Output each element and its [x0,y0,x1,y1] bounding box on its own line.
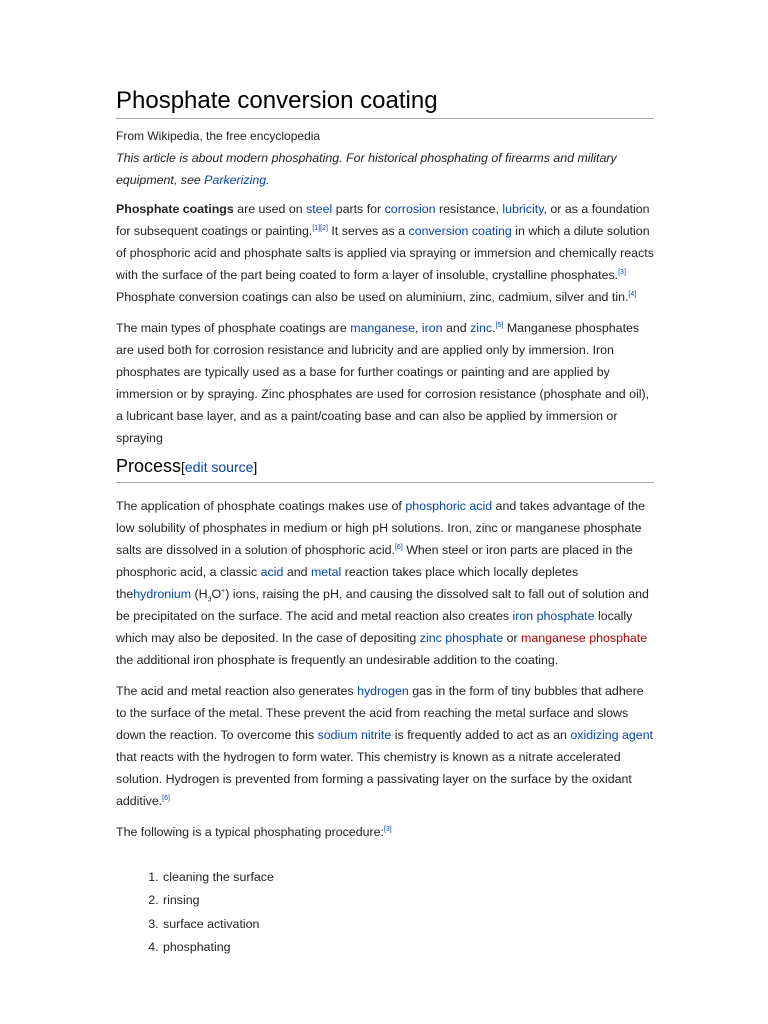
link-lubricity[interactable]: lubricity [502,202,544,216]
site-subtitle: From Wikipedia, the free encyclopedia [116,129,321,143]
edit-source-link[interactable]: edit source [184,459,254,475]
link-parkerizing[interactable]: Parkerizing [204,173,267,187]
link-conversion-coating[interactable]: conversion coating [408,224,512,238]
citation-4 [628,291,636,298]
link-hydronium[interactable]: hydronium [133,587,192,601]
citation-6-link[interactable]: [6] [394,543,403,551]
citation-6 [395,544,403,551]
link-oxidizing-agent[interactable]: oxidizing agent [570,728,654,742]
link-manganese[interactable]: manganese [350,321,415,335]
link-iron[interactable]: iron [421,321,443,335]
citation-3b-link[interactable]: [3] [383,825,392,833]
subscript-3: 3 [207,596,212,604]
link-zinc-phosphate[interactable]: zinc phosphate [419,631,504,645]
link-iron-phosphate[interactable]: iron phosphate [512,609,595,623]
citation-6b [162,795,170,802]
intro-paragraph-2: The main types of phosphate coatings are manganese, iron and zinc.[5] Manganese phosphates are used both for corrosion resistance and lubricity and are applied only by immersion. Iron phosphates are typically used as a base for further coatings or painting and are applied by immersion or by spraying. Zinc phosphates are used for corrosion resistance (phosphate and oil), a lubricant base layer, and as a paint/coating base and can also be applied by immersion or spraying [116,321,650,445]
redlink-manganese-phosphate[interactable]: manganese phosphate [521,631,648,645]
link-steel[interactable]: steel [306,202,333,216]
process-paragraph-2: The acid and metal reaction also generates hydrogen gas in the form of tiny bubbles that adhere to the surface of the metal. These prevent the acid from reaching the metal surface and slows down the reaction. To overcome this sodium nitrite is frequently added to act as an oxidizing agent that reacts with the hydrogen to form water. This chemistry is known as a nitrate accelerated solution. Hydrogen is prevented from forming a passivating layer on the surface by the oxidant additive.[6] [116,684,654,808]
process-paragraph-1: The application of phosphate coatings makes use of phosphoric acid and takes advantage of the low solubility of phosphates in medium or high pH solutions. Iron, zinc or manganese phosphate salts are dissolved in a solution of phosphoric acid.[6] When steel or iron parts are placed in the phosphoric acid, a classic acid and metal reaction takes place which locally depletes thehydronium $(H_3O^+)$ ions, raising the pH, and causing the dissolved salt to fall out of solution and be precipitated on the surface. The acid and metal reaction also creates iron phosphate locally which may also be deposited. In the case of depositing zinc phosphate or manganese phosphate the additional iron phosphate is frequently an undesirable addition to the coating. [116,499,649,667]
citation-3b [384,826,392,833]
edit-section: [edit source] [181,459,258,475]
intro-paragraph-1: Phosphate coatings are used on steel parts for corrosion resistance, lubricity, or as a foundation for subsequent coatings or painting.[1][2] It serves as a conversion coating in which a dilute solution of phosphoric acid and phosphate salts is applied via spraying or immersion and chemically reacts with the surface of the part being coated to form a layer of insoluble, crystalline phosphates.[3] Phosphate conversion coatings can also be used on aluminium, zinc, cadmium, silver and tin.[4] [116,202,654,304]
citation-1 [312,225,320,232]
link-corrosion[interactable]: corrosion [384,202,436,216]
page-title: Phosphate conversion coating [116,82,654,119]
bold-term: Phosphate coatings [116,202,234,216]
hatnote: This article is about modern phosphating. For historical phosphating of firearms and military equipment, see Parkerizing. [116,151,617,187]
citation-5-link[interactable]: [5] [495,321,504,329]
link-zinc[interactable]: zinc [470,321,493,335]
superscript-plus: + [221,587,226,595]
link-metal[interactable]: metal [310,565,342,579]
link-sodium-nitrite[interactable]: sodium nitrite [317,728,392,742]
citation-6b-link[interactable]: [6] [162,794,170,802]
citation-2-link[interactable]: [2] [320,224,328,232]
hatnote-text: This article is about modern phosphating. For historical phosphating of firearms and military equipment, see [116,151,617,187]
citation-1-link[interactable]: [1] [312,224,321,232]
process-paragraph-3: The following is a typical phosphating procedure:[3] [116,825,392,839]
section-heading-process: Process[edit source] [116,453,654,483]
list-item: 4. phosphating [162,936,654,959]
citation-3-link[interactable]: [3] [618,268,626,276]
list-item: 1. cleaning the surface [162,866,654,889]
procedure-list [116,866,654,960]
article [116,82,654,960]
citation-2 [320,225,328,232]
list-item: 3. surface activation [162,913,654,936]
citation-3 [618,269,626,276]
link-hydrogen[interactable]: hydrogen [357,684,409,698]
citation-4-link[interactable]: [4] [628,290,637,298]
list-item: 2. rinsing [162,889,654,912]
link-phosphoric-acid[interactable]: phosphoric acid [405,499,493,513]
link-acid[interactable]: acid [260,565,284,579]
